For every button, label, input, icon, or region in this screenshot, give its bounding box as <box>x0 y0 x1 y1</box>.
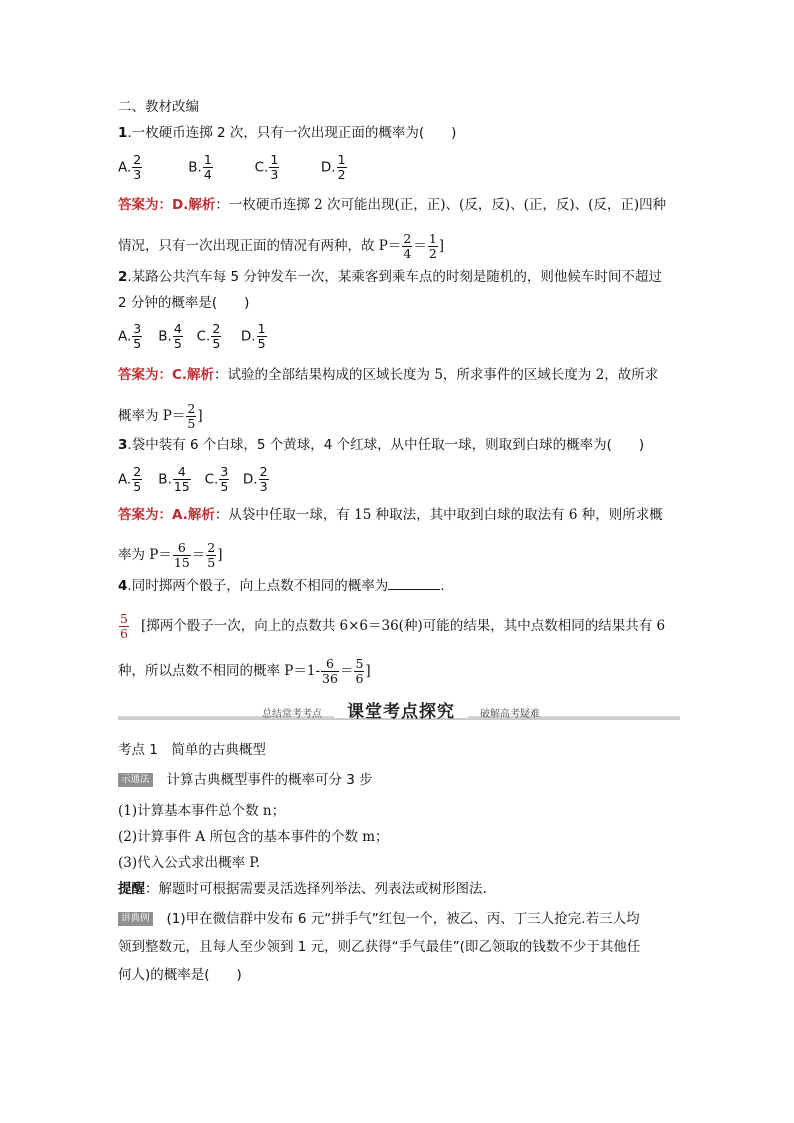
answer-blank <box>388 577 440 590</box>
option-a: A. $\frac{3}{5}$ <box>118 321 142 351</box>
question-3-options <box>118 465 678 494</box>
question-2: 2.某路公共汽车每 5 分钟发车一次，某乘客到乘车点的时刻是随机的，则他候车时间不超过 <box>118 269 662 285</box>
answer-1-line-2: 情况，只有一次出现正面的情况有两种，故 P＝ $\frac{2}{4}$ ＝ $\frac{1}{2}$ ] <box>118 231 445 261</box>
answer-4-line-1: $\frac{5}{6}$ [掷两个骰子一次，向上的点数共 6×6＝36(种)可能的结果，其中点数相同的结果共有 6 <box>120 611 666 641</box>
option-d: D. $\frac{1}{2}$ <box>320 152 346 182</box>
method-title: 示通法 计算古典概型事件的概率可分 3 步 <box>118 771 678 789</box>
banner-title: 课堂考点探究 <box>334 697 468 718</box>
answer-2-line-1: 答案为：C.解析：试验的全部结果构成的区域长度为 5，所求事件的区域长度为 2，故所求 <box>118 367 659 383</box>
method-step-2: (2)计算事件 A 所包含的基本事件的个数 m； <box>118 829 389 845</box>
option-b: B. $\frac{1}{4}$ <box>188 152 212 182</box>
option-a: A. $\frac{2}{5}$ <box>118 464 142 494</box>
answer-fraction: $\frac{5}{6}$ <box>120 611 128 641</box>
method-tip: 提醒：解题时可根据需要灵活选择列举法、列表法或树形图法. <box>118 881 487 897</box>
answer-label: 答案为：A.解析 <box>118 507 215 523</box>
option-c: C. $\frac{1}{3}$ <box>254 152 279 182</box>
banner-left-text: 总结常考考点 <box>262 709 322 720</box>
answer-label: 答案为：C.解析 <box>118 367 215 383</box>
question-number: 4 <box>118 578 128 594</box>
section-banner <box>118 699 680 723</box>
section-title: 二、教材改编 <box>118 99 199 115</box>
question-4: 4.同时掷两个骰子，向上点数不相同的概率为 . <box>118 578 445 594</box>
option-d: D. $\frac{1}{5}$ <box>240 321 266 351</box>
answer-1-line-1: 答案为：D.解析：一枚硬币连掷 2 次可能出现(正，正)、(反，反)、(正，反)、(反，正)四种 <box>118 197 667 213</box>
example-line-1: 讲典例 (1)甲在微信群中发布 6 元“拼手气”红包一个，被乙、丙、丁三人抢完.若三人均 <box>118 910 678 928</box>
method-step-3: (3)代入公式求出概率 P. <box>118 855 261 871</box>
method-tag: 示通法 <box>118 773 153 787</box>
question-1-options <box>118 153 678 182</box>
option-c: C. $\frac{2}{5}$ <box>196 321 221 351</box>
banner-right-text: 破解高考疑难 <box>480 709 540 720</box>
option-d: D. $\frac{2}{3}$ <box>242 464 268 494</box>
question-2-line-2: 2 分钟的概率是( ) <box>118 295 250 311</box>
example-line-2: 领到整数元，且每人至少领到 1 元，则乙获得“手气最佳”(即乙领取的钱数不少于其他任 <box>118 939 641 955</box>
answer-label: 答案为：D.解析 <box>118 197 216 213</box>
topic-title: 考点 1 简单的古典概型 <box>118 742 266 758</box>
answer-4-line-2: 种，所以点数不相同的概率 P＝1- $\frac{6}{36}$ ＝ $\frac{5}{6}$ ] <box>118 656 371 686</box>
option-a: A. $\frac{2}{3}$ <box>118 152 142 182</box>
question-number: 1 <box>118 125 128 141</box>
method-step-1: (1)计算基本事件总个数 n； <box>118 803 286 819</box>
question-2-options <box>118 322 678 351</box>
answer-3-line-2: 率为 P＝ $\frac{6}{15}$ ＝ $\frac{2}{5}$ ] <box>118 540 223 570</box>
question-1 <box>118 124 678 142</box>
example-line-3: 何人)的概率是( ) <box>118 967 242 983</box>
answer-2-line-2: 概率为 P＝ $\frac{2}{5}$ ] <box>118 401 203 431</box>
option-c: C. $\frac{3}{5}$ <box>204 464 229 494</box>
question-number: 2 <box>118 269 128 285</box>
question-3: 3.袋中装有 6 个白球，5 个黄球，4 个红球，从中任取一球，则取到白球的概率为( ) <box>118 437 645 453</box>
option-b: B. $\frac{4}{5}$ <box>158 321 182 351</box>
option-b: B. $\frac{4}{15}$ <box>158 464 190 494</box>
question-stem: .一枚硬币连掷 2 次，只有一次出现正面的概率为( ) <box>127 125 457 141</box>
answer-3-line-1: 答案为：A.解析：从袋中任取一球，有 15 种取法，其中取到白球的取法有 6 种，则所求概 <box>118 507 663 523</box>
example-tag: 讲典例 <box>118 912 153 926</box>
question-number: 3 <box>118 437 128 453</box>
